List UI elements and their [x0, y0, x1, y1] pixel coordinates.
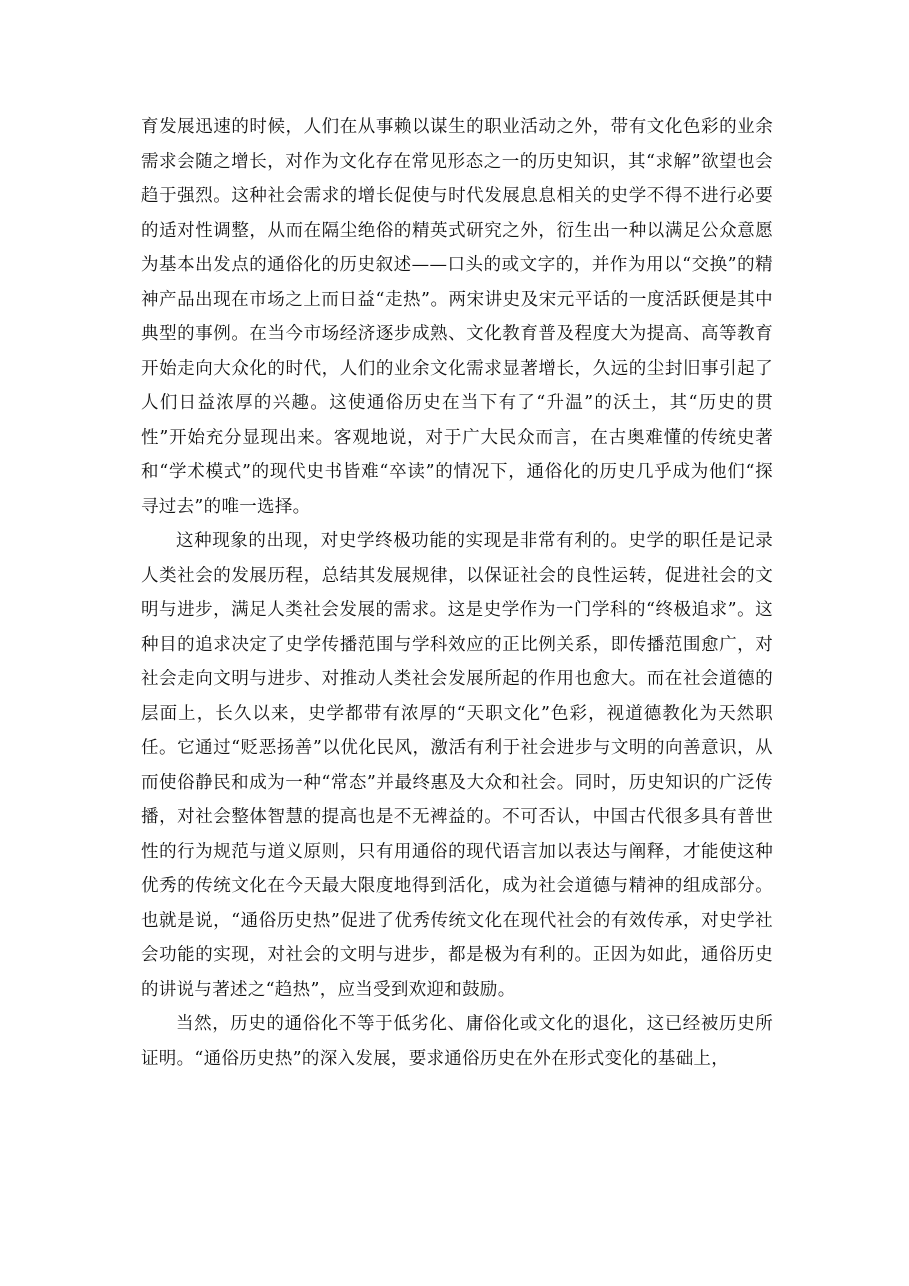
paragraph-3: 当然，历史的通俗化不等于低劣化、庸俗化或文化的退化，这已经被历史所证明。“通俗历史热”的深入发展，要求通俗历史在外在形式变化的基础上，	[141, 1014, 773, 1069]
paragraph-1: 育发展迅速的时候，人们在从事赖以谋生的职业活动之外，带有文化色彩的业余需求会随之增长，对作为文化存在常见形态之一的历史知识，其“求解”欲望也会趋于强烈。这种社会需求的增长促使与时代发展息息相关的史学不得不进行必要的适对性调整，从而在隔尘绝俗的精英式研究之外，衍生出一种以满足公众意愿为基本出发点的通俗化的历史叙述——口头的或文字的，并作为用以“交换”的精神产品出现在市场之上而日益“走热”。两宋讲史及宋元平话的一度活跃便是其中典型的事例。在当今市场经济逐步成熟、文化教育普及程度大为提高、高等教育开始走向大众化的时代，人们的业余文化需求显著增长，久远的尘封旧事引起了人们日益浓厚的兴趣。这使通俗历史在当下有了“升温”的沃土，其“历史的贯性”开始充分显现出来。客观地说，对于广大民众而言，在古奥难懂的传统史著和“学术模式”的现代史书皆难“卒读”的情况下，通俗化的历史几乎成为他们“探寻过去”的唯一选择。	[141, 117, 773, 517]
document-page	[141, 110, 773, 1076]
paragraph-2: 这种现象的出现，对史学终极功能的实现是非常有利的。史学的职任是记录人类社会的发展历程，总结其发展规律，以保证社会的良性运转，促进社会的文明与进步，满足人类社会发展的需求。这是史学作为一门学科的“终极追求”。这种目的追求决定了史学传播范围与学科效应的正比例关系，即传播范围愈广，对社会走向文明与进步、对推动人类社会发展所起的作用也愈大。而在社会道德的层面上，长久以来，史学都带有浓厚的“天职文化”色彩，视道德教化为天然职任。它通过“贬恶扬善”以优化民风，激活有利于社会进步与文明的向善意识，从而使俗静民和成为一种“常态”并最终惠及大众和社会。同时，历史知识的广泛传播，对社会整体智慧的提高也是不无裨益的。不可否认，中国古代很多具有普世性的行为规范与道义原则，只有用通俗的现代语言加以表达与阐释，才能使这种优秀的传统文化在今天最大限度地得到活化，成为社会道德与精神的组成部分。也就是说，“通俗历史热”促进了优秀传统文化在现代社会的有效传承，对史学社会功能的实现，对社会的文明与进步，都是极为有利的。正因为如此，通俗历史的讲说与著述之“趋热”，应当受到欢迎和鼓励。	[141, 531, 773, 1000]
